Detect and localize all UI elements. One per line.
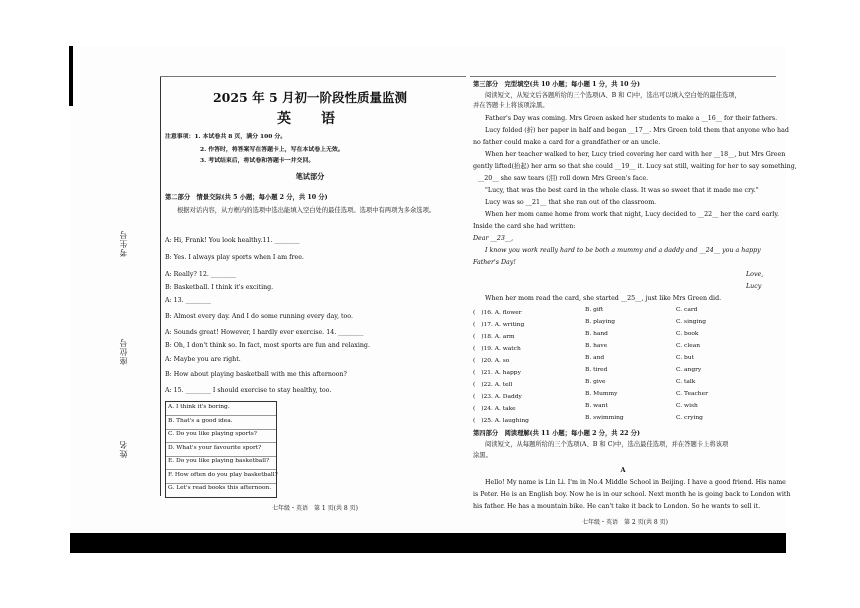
choice-b: B. Mummy [585,391,618,397]
option-item: F. How often do you play basketball? [168,472,278,478]
choice-a: ( )22. A. tell [473,382,513,388]
choice-a: ( )24. A. take [473,406,516,412]
passage-line: Lucy was so __21__ that she ran out of the classroom. [485,199,657,206]
choice-c: C. singing [676,319,706,325]
reading-line: is Peter. He is an English boy. Now he is in our school. Next month he is going back to London with [473,491,791,498]
part4-heading: 第四部分 阅读理解(共 11 小题；每小题 2 分，共 22 分) [473,430,640,437]
passage-line: "Lucy, that was the best card in the whole class. It was so sweet that it made me cry." [485,187,759,194]
exam-title: 2025 年 5 月初一阶段性质量监测 [212,90,408,105]
passage-line: Lucy [746,283,762,290]
choice-a: ( )16. A. flower [473,310,522,316]
choice-c: C. talk [676,379,696,385]
choice-b: B. and [585,355,605,361]
choice-a: ( )20. A. so [473,358,510,364]
dialogue-line: B: How about playing basketball with me this afternoon? [165,371,347,378]
passage-line: __20__ she saw tears (泪) roll down Mrs Green's face. [478,175,649,182]
choice-c: C. angry [676,367,702,373]
part2-heading: 第二部分 情景交际(共 5 小题；每小题 2 分，共 10 分) [165,194,328,201]
choice-b: B. have [585,343,608,349]
choice-c: C. Teacher [676,391,708,397]
choice-a: ( )21. A. happy [473,370,521,376]
choice-a: ( )18. A. arm [473,334,515,340]
option-item: C. Do you like playing sports? [168,431,257,437]
note-line-2: 2. 作答时，将答案写在答题卡上，写在本试卷上无效。 [200,146,344,153]
passage-line: Lucy folded (折) her paper in half and began __17__. Mrs Green told them that anyone who had [485,127,789,134]
dialogue-line: A: Sounds great! However, I hardly ever exercise. 14. ________ [165,329,364,336]
part3-instruction-1: 阅读短文，从短文后各题所给的三个选项(A、B 和 C)中，选出可以填入空白处的最佳选项， [485,92,741,99]
reading-line: Hello! My name is Lin Li. I'm in No.4 Middle School in Beijing. I have a good friend. His name [485,479,786,486]
choice-c: C. clean [676,343,701,349]
option-item: A. I think it's boring. [168,404,230,410]
part2-instruction: 根据对话内容，从方框内的选项中选出能填入空白处的最佳选项。选项中有两项为多余选项。 [177,207,436,214]
passage-line: Dear __23__, [473,235,514,242]
option-item: E. Do you like playing basketball? [168,458,270,464]
passage-line: When her teacher walked to her, Lucy tried covering her card with her __18__, but Mrs Green [485,151,786,158]
subject-title: 英 语 [277,111,343,127]
choice-b: B. gift [585,307,604,313]
dialogue-line: A: Hi, Frank! You look healthy.11. ________ [165,237,300,244]
passage-line: I know you work really hard to be both a mummy and a daddy and __24__ you a happy [485,247,761,254]
dialogue-line: B: Yes. I always play sports when I am free. [165,254,304,261]
part3-instruction-2: 并在答题卡上将该项涂黑。 [473,102,549,109]
passage-line: Father's Day! [473,259,516,266]
option-item: D. What's your favourite sport? [168,445,262,451]
choice-b: B. playing [585,319,616,325]
choice-a: ( )23. A. Daddy [473,394,522,400]
choice-c: C. but [676,355,694,361]
dialogue-line: A: 15. ________ I should exercise to stay healthy, too. [165,387,332,394]
part3-heading: 第三部分 完型填空(共 10 小题；每小题 1 分，共 10 分) [473,81,640,88]
choice-b: B. give [585,379,606,385]
choice-b: B. want [585,403,608,409]
choice-b: B. hand [585,331,608,337]
scan-bottom-bar [70,533,786,553]
page1-footer: 七年级・英语 第 1 页(共 8 页) [272,505,358,512]
dialogue-line: A: 13. ________ [165,297,211,304]
top-rule-left [160,76,466,77]
scan-edge [69,46,73,106]
top-rule-right [470,76,776,77]
passage-line: Inside the card she had written: [473,223,576,230]
section-a-label: A [620,466,626,474]
dialogue-line: A: Really? 12. ________ [165,271,237,278]
choice-c: C. crying [676,415,703,421]
dialogue-line: B: Almost every day. And I do some running every day, too. [165,313,353,320]
choice-a: ( )19. A. watch [473,346,521,352]
written-part-heading: 笔试部分 [295,172,325,181]
passage-line: Father's Day was coming. Mrs Green asked her students to make a __16__ for their fathers. [485,115,778,122]
option-item: G. Let's read books this afternoon. [168,485,272,491]
choice-b: B. tired [585,367,608,373]
dialogue-line: A: Maybe you are right. [165,356,241,363]
dialogue-line: B: Oh, I don't think so. In fact, most sports are fun and relaxing. [165,342,370,349]
binding-line [160,76,161,496]
choice-c: C. wish [676,403,698,409]
name-label: 姓名 [119,440,128,458]
passage-line: gently lifted(抬起) her arm so that she could __19__ it. Lucy sat still, waiting for her to say something, [473,163,797,170]
choice-a: ( )25. A. laughing [473,418,529,424]
choice-b: B. swimming [585,415,624,421]
page2-footer: 七年级・英语 第 2 页(共 8 页) [582,519,668,526]
dialogue-line: B: Basketball. I think it's exciting. [165,284,274,291]
note-line-1: 注意事项：1. 本试卷共 8 页，满分 100 分。 [165,133,287,140]
passage-line: Love, [746,271,764,278]
passage-line: When her mom came home from work that night, Lucy decided to __22__ her the card early. [485,211,780,218]
choice-c: C. card [676,307,698,313]
passage-line: When her mom read the card, she started __25__, just like Mrs Green did. [485,295,722,302]
choice-c: C. book [676,331,699,337]
seat-number-label: 座位号 [119,338,128,365]
choice-a: ( )17. A. writing [473,322,525,328]
option-item: B. That's a good idea. [168,418,233,424]
passage-line: no father could make a card for a grandfather or an uncle. [473,139,661,146]
reading-line: his father. He has a mountain bike. He can't take it back to London. So he wants to sell it. [473,503,761,510]
options-box [165,401,277,498]
part4-instruction-2: 涂黑。 [473,452,492,459]
part4-instruction-1: 阅读短文，从每题所给的三个选项(A、B 和 C)中，选出最佳选项，并在答题卡上将该项 [485,441,729,448]
candidate-number-label: 考生号 [119,230,128,257]
note-line-3: 3. 考试结束后，将试卷和答题卡一并交回。 [200,157,315,164]
